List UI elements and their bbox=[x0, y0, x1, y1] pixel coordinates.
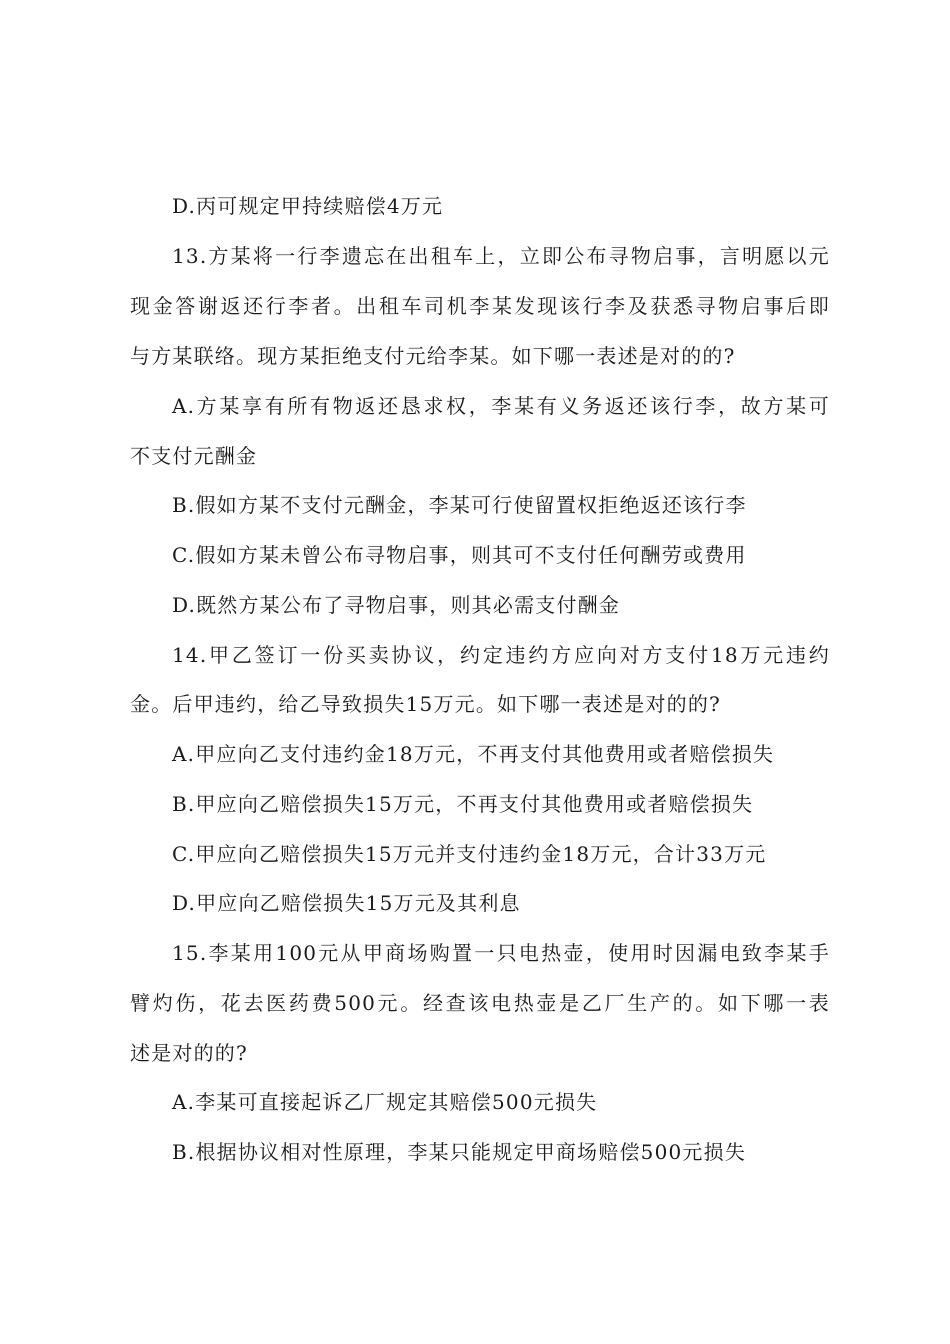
q14-stem-line-1: 14.甲乙签订一份买卖协议，约定违约方应向对方支付18万元违约 bbox=[172, 643, 830, 667]
q13-stem-line-3: 与方某联络。现方某拒绝支付元给李某。如下哪一表述是对的的? bbox=[130, 344, 736, 368]
q13-option-c: C.假如方某未曾公布寻物启事，则其可不支付任何酬劳或费用 bbox=[172, 543, 747, 567]
q13-stem-line-1: 13.方某将一行李遗忘在出租车上，立即公布寻物启事，言明愿以元 bbox=[172, 244, 830, 268]
q13-option-a-line-2: 不支付元酬金 bbox=[130, 444, 258, 468]
q13-option-b: B.假如方某不支付元酬金，李某可行使留置权拒绝返还该行李 bbox=[172, 493, 747, 517]
q15-option-b: B.根据协议相对性原理，李某只能规定甲商场赔偿500元损失 bbox=[172, 1140, 747, 1164]
q14-option-a: A.甲应向乙支付违约金18万元，不再支付其他费用或者赔偿损失 bbox=[172, 742, 775, 766]
q14-option-b: B.甲应向乙赔偿损失15万元，不再支付其他费用或者赔偿损失 bbox=[172, 792, 754, 816]
q14-stem-line-2: 金。后甲违约，给乙导致损失15万元。如下哪一表述是对的的? bbox=[130, 692, 721, 716]
q15-option-a: A.李某可直接起诉乙厂规定其赔偿500元损失 bbox=[172, 1090, 598, 1114]
q13-option-a-line-1: A.方某享有所有物返还恳求权，李某有义务返还该行李，故方某可 bbox=[172, 394, 830, 418]
q14-option-d: D.甲应向乙赔偿损失15万元及其利息 bbox=[172, 891, 521, 915]
q13-option-d: D.既然方某公布了寻物启事，则其必需支付酬金 bbox=[172, 593, 621, 617]
q15-stem-line-3: 述是对的的? bbox=[130, 1041, 248, 1065]
q15-stem-line-2: 臂灼伤，花去医药费500元。经查该电热壶是乙厂生产的。如下哪一表 bbox=[130, 991, 830, 1015]
q15-stem-line-1: 15.李某用100元从甲商场购置一只电热壶，使用时因漏电致李某手 bbox=[172, 941, 830, 965]
q14-option-c: C.甲应向乙赔偿损失15万元并支付违约金18万元，合计33万元 bbox=[172, 842, 767, 866]
q13-stem-line-2: 现金答谢返还行李者。出租车司机李某发现该行李及获悉寻物启事后即 bbox=[130, 294, 830, 318]
q12-option-d: D.丙可规定甲持续赔偿4万元 bbox=[172, 194, 444, 218]
